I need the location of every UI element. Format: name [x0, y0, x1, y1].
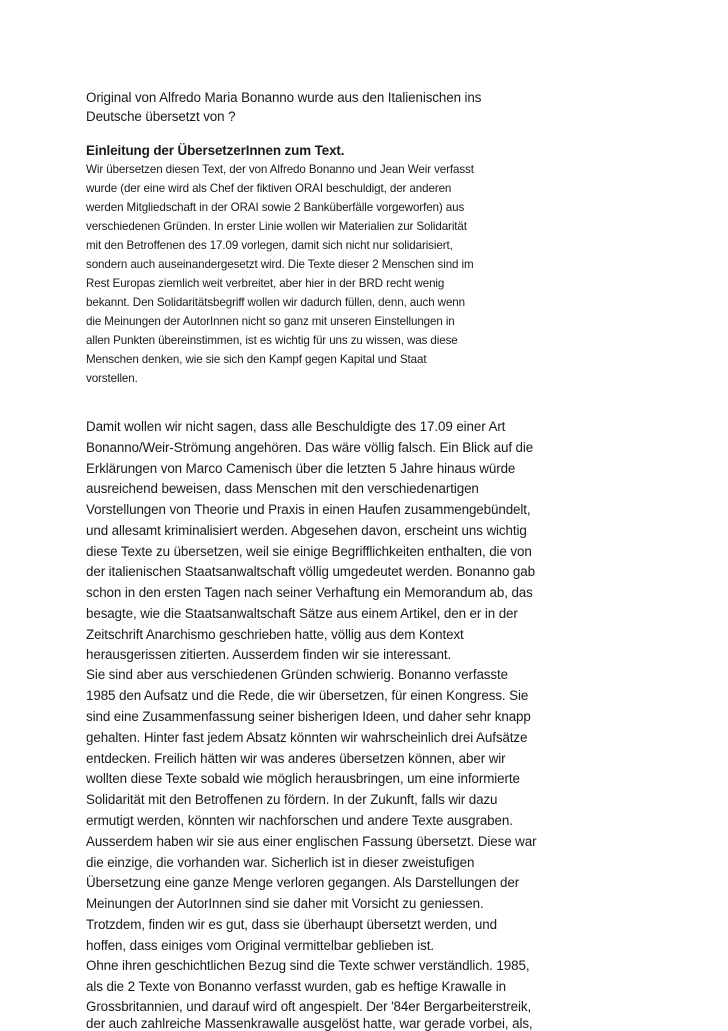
para2-line: 1985 den Aufsatz und die Rede, die wir übersetzen, für einen Kongress. Sie — [86, 688, 529, 703]
para1-line: die Meinungen der AutorInnen nicht so ganz mit unseren Einstellungen in — [86, 315, 455, 328]
para2-line: Solidarität mit den Betroffenen zu fördern. In der Zukunft, falls wir dazu — [86, 792, 498, 807]
para2-line: und allesamt kriminalisiert werden. Abgesehen davon, erscheint uns wichtig — [86, 523, 527, 538]
para2-line: besagte, wie die Staatsanwaltschaft Sätze aus einem Artikel, den er in der — [86, 606, 518, 621]
para2-line: Übersetzung eine ganze Menge verloren gegangen. Als Darstellungen der — [86, 875, 520, 890]
para1-line: Wir übersetzen diesen Text, der von Alfredo Bonanno und Jean Weir verfasst — [86, 163, 474, 176]
para2-line: Bonanno/Weir-Strömung angehören. Das wäre völlig falsch. Ein Blick auf die — [86, 440, 534, 455]
para2-line: ausreichend beweisen, dass Menschen mit den verschiedenartigen — [86, 481, 479, 496]
section-heading: Einleitung der ÜbersetzerInnen zum Text. — [86, 143, 345, 158]
para2-line: der auch zahlreiche Massenkrawalle ausgelöst hatte, war gerade vorbei, als, — [86, 1016, 533, 1031]
para2-line: diese Texte zu übersetzen, weil sie einige Begrifflichkeiten enthalten, die von — [86, 544, 532, 559]
para2-line: entdecken. Freilich hätten wir was anderes übersetzen können, aber wir — [86, 751, 506, 766]
para2-line: wollten diese Texte sobald wie möglich herausbringen, um eine informierte — [86, 771, 520, 786]
para2-line: Trotzdem, finden wir es gut, dass sie überhaupt übersetzt werden, und — [86, 917, 497, 932]
para2-line: Vorstellungen von Theorie und Praxis in einen Haufen zusammengebündelt, — [86, 502, 531, 517]
para1-line: allen Punkten übereinstimmen, ist es wichtig für uns zu wissen, was diese — [86, 334, 458, 347]
para2-line: die einzige, die vorhanden war. Sicherlich ist in dieser zweistufigen — [86, 855, 475, 870]
para2-line: Grossbritannien, und darauf wird oft angespielt. Der '84er Bergarbeiterstreik, — [86, 999, 532, 1014]
para1-line: Menschen denken, wie sie sich den Kampf gegen Kapital und Staat — [86, 353, 427, 366]
para1-line: vorstellen. — [86, 372, 138, 385]
para2-line: herausgerissen zitierten. Ausserdem finden wir sie interessant. — [86, 647, 452, 662]
para2-line: Damit wollen wir nicht sagen, dass alle Beschuldigte des 17.09 einer Art — [86, 419, 506, 434]
para2-line: schon in den ersten Tagen nach seiner Verhaftung ein Memorandum ab, das — [86, 585, 533, 600]
para2-line: sind eine Zusammenfassung seiner bisherigen Ideen, und daher sehr knapp — [86, 709, 531, 724]
para1-line: mit den Betroffenen des 17.09 vorlegen, damit sich nicht nur solidarisiert, — [86, 239, 453, 252]
para2-line: Zeitschrift Anarchismo geschrieben hatte, völlig aus dem Kontext — [86, 627, 464, 642]
para2-line: Meinungen der AutorInnen sind sie daher mit Vorsicht zu geniessen. — [86, 896, 484, 911]
para1-line: sondern auch auseinandergesetzt wird. Die Texte dieser 2 Menschen sind im — [86, 258, 474, 271]
para1-line: verschiedenen Gründen. In erster Linie wollen wir Materialien zur Solidarität — [86, 220, 467, 233]
para1-line: bekannt. Den Solidaritätsbegriff wollen wir dadurch füllen, denn, auch wenn — [86, 296, 465, 309]
para2-line: ermutigt werden, könnten wir nachforschen und andere Texte ausgraben. — [86, 813, 513, 828]
intro-line: Deutsche übersetzt von ? — [86, 109, 236, 124]
intro-line: Original von Alfredo Maria Bonanno wurde aus den Italienischen ins — [86, 90, 482, 105]
para2-line: Ausserdem haben wir sie aus einer englischen Fassung übersetzt. Diese war — [86, 834, 537, 849]
para2-line: Ohne ihren geschichtlichen Bezug sind die Texte schwer verständlich. 1985, — [86, 958, 530, 973]
para1-line: wurde (der eine wird als Chef der fiktiven ORAI beschuldigt, der anderen — [86, 182, 452, 195]
para1-line: Rest Europas ziemlich weit verbreitet, aber hier in der BRD recht wenig — [86, 277, 445, 290]
para2-line: hoffen, dass einiges vom Original vermittelbar geblieben ist. — [86, 938, 434, 953]
para1-line: werden Mitgliedschaft in der ORAI sowie 2 Banküberfälle vorgeworfen) aus — [86, 201, 465, 214]
para2-line: Sie sind aber aus verschiedenen Gründen schwierig. Bonanno verfasste — [86, 667, 508, 682]
para2-line: der italienischen Staatsanwaltschaft völlig umgedeutet werden. Bonanno gab — [86, 564, 535, 579]
para2-line: Erklärungen von Marco Camenisch über die letzten 5 Jahre hinaus würde — [86, 461, 516, 476]
para2-line: als die 2 Texte von Bonanno verfasst wurden, gab es heftige Krawalle in — [86, 979, 506, 994]
para2-line: gehalten. Hinter fast jedem Absatz könnten wir wahrscheinlich drei Aufsätze — [86, 730, 528, 745]
